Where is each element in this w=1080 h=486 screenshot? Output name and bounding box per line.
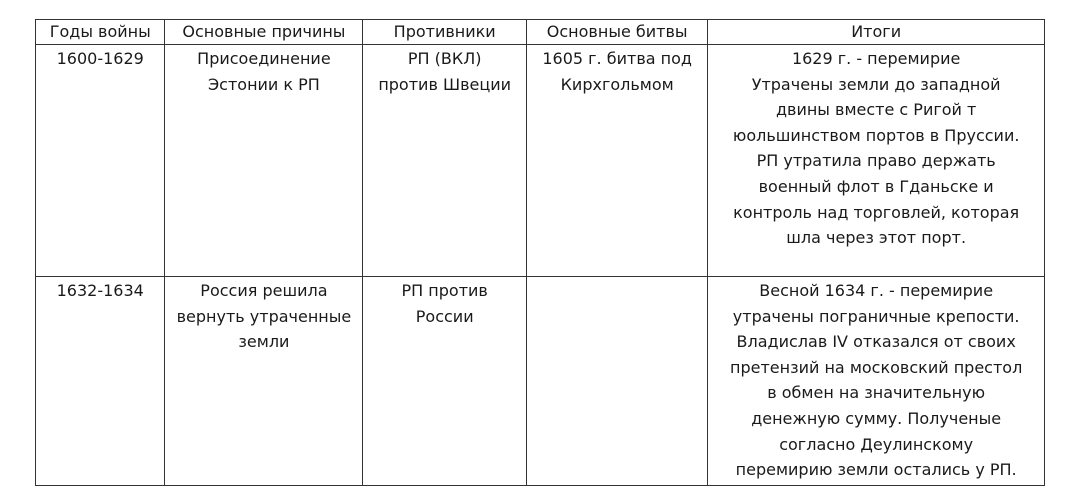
causes-line: вернуть утраченные <box>176 306 352 326</box>
cell-years <box>36 45 165 277</box>
header-years: Годы войны <box>36 20 165 45</box>
years-text: 1600-1629 <box>56 49 144 68</box>
causes-line: Россия решила <box>200 281 328 300</box>
causes-line: Эстонии к РП <box>207 74 320 94</box>
results-line: РП утратила право держать <box>756 151 996 171</box>
results-line: юольшинством портов в Пруссии. <box>732 125 1020 145</box>
cell-years <box>36 277 165 486</box>
header-opponents: Противники <box>363 20 527 45</box>
battles-line: 1605 г. битва под <box>542 49 692 68</box>
cell-causes <box>165 45 363 277</box>
results-line: шла через этот порт. <box>786 228 967 248</box>
table-row <box>36 45 1045 277</box>
results-line: двины вместе с Ригой т <box>775 100 977 120</box>
causes-line: Присоединение <box>197 49 331 68</box>
cell-battles <box>527 277 708 486</box>
results-line: Утрачены земли до западной <box>751 74 1001 94</box>
header-battles: Основные битвы <box>527 20 708 45</box>
cell-results <box>708 45 1045 277</box>
results-line: военный флот в Гданьске и <box>758 176 994 196</box>
opponents-line: против Швеции <box>378 74 512 94</box>
opponents-line: РП против <box>401 281 488 300</box>
results-line: контроль над торговлей, которая <box>733 202 1020 222</box>
opponents-line: России <box>415 306 474 326</box>
cell-battles <box>527 45 708 277</box>
header-results: Итоги <box>708 20 1045 45</box>
years-text: 1632-1634 <box>56 281 144 300</box>
results-line: претензий на московский престол <box>729 357 1023 377</box>
results-line: утрачены пограничные крепости. <box>732 306 1020 326</box>
causes-line: земли <box>238 332 290 352</box>
results-line: Весной 1634 г. - перемирие <box>759 281 994 300</box>
results-line: денежную сумму. Полученые <box>751 408 1002 428</box>
cell-opponents <box>363 277 527 486</box>
cell-causes <box>165 277 363 486</box>
results-line: Владислав IV отказался от своих <box>736 332 1016 352</box>
table-row <box>36 277 1045 486</box>
header-causes: Основные причины <box>165 20 363 45</box>
wars-table <box>35 19 1045 486</box>
cell-opponents <box>363 45 527 277</box>
results-line: согласно Деулинскому <box>779 434 974 454</box>
opponents-line: РП (ВКЛ) <box>407 49 482 68</box>
results-line: перемирию земли остались у РП. <box>735 460 1017 480</box>
cell-results <box>708 277 1045 486</box>
results-line: в обмен на значительную <box>767 383 986 403</box>
results-line: 1629 г. - перемирие <box>791 49 961 68</box>
battles-line: Кирхгольмом <box>560 74 674 94</box>
header-row <box>36 20 1045 45</box>
